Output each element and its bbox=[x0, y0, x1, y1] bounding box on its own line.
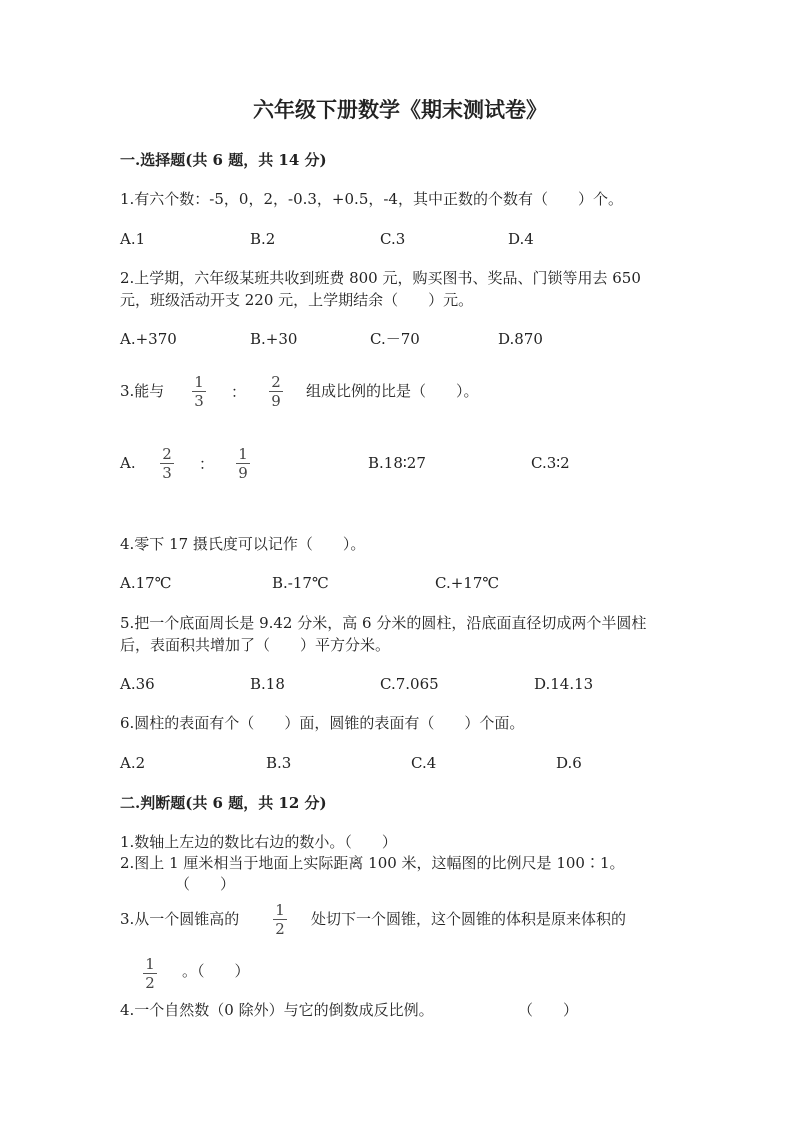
fraction-numerator: 2 bbox=[271, 373, 281, 391]
question-2-line2: 元，班级活动开支 220 元，上学期结余（ ）元。 bbox=[120, 291, 474, 309]
q2-option-d[interactable]: D.870 bbox=[498, 330, 543, 348]
question-3-prefix: 3.能与 bbox=[120, 382, 165, 400]
q5-option-d[interactable]: D.14.13 bbox=[534, 675, 594, 693]
q3-fraction-1 bbox=[189, 374, 209, 409]
q3-option-a-fraction-1 bbox=[157, 446, 177, 481]
question-3-suffix: 组成比例的比是（ ）。 bbox=[306, 382, 479, 400]
judge-q3-fraction-2 bbox=[140, 956, 160, 991]
question-5-line2: 后，表面积共增加了（ ）平方分米。 bbox=[120, 636, 391, 654]
q2-option-a[interactable]: A.+370 bbox=[120, 330, 177, 348]
section1-heading: 一.选择题(共 6 题，共 14 分) bbox=[120, 151, 327, 169]
q3-option-b[interactable]: B.18∶27 bbox=[368, 454, 426, 472]
q1-option-c[interactable]: C.3 bbox=[380, 230, 406, 248]
q4-option-b[interactable]: B.-17℃ bbox=[272, 574, 329, 592]
q3-option-a-colon: ： bbox=[199, 455, 215, 473]
question-1: 1.有六个数：-5，0，2，-0.3，+0.5，-4，其中正数的个数有（ ）个。 bbox=[120, 190, 623, 208]
q5-option-b[interactable]: B.18 bbox=[250, 675, 285, 693]
judge-question-3-end: 。（ ） bbox=[182, 962, 250, 980]
fraction-numerator: 1 bbox=[275, 901, 285, 919]
q6-option-a[interactable]: A.2 bbox=[120, 754, 146, 772]
judge-question-3-prefix: 3.从一个圆锥高的 bbox=[120, 910, 240, 928]
fraction-denominator: 3 bbox=[162, 464, 172, 482]
fraction-numerator: 2 bbox=[162, 445, 172, 463]
question-4: 4.零下 17 摄氏度可以记作（ ）。 bbox=[120, 535, 366, 553]
judge-question-2-paren: （ ） bbox=[175, 875, 236, 893]
judge-q3-fraction bbox=[270, 902, 290, 937]
q3-option-c[interactable]: C.3∶2 bbox=[531, 454, 570, 472]
q1-option-b[interactable]: B.2 bbox=[250, 230, 276, 248]
q3-option-a-fraction-2 bbox=[233, 446, 253, 481]
fraction-denominator: 2 bbox=[275, 920, 285, 938]
judge-question-4-paren: （ ） bbox=[518, 1001, 579, 1019]
fraction-denominator: 9 bbox=[238, 464, 248, 482]
judge-question-1: 1.数轴上左边的数比右边的数小。（ ） bbox=[120, 833, 397, 851]
q6-option-b[interactable]: B.3 bbox=[266, 754, 292, 772]
q1-option-a[interactable]: A.1 bbox=[120, 230, 146, 248]
judge-question-2-line1: 2.图上 1 厘米相当于地面上实际距离 100 米，这幅图的比例尺是 100∶1。 bbox=[120, 854, 625, 872]
q2-option-b[interactable]: B.+30 bbox=[250, 330, 298, 348]
q3-colon: ： bbox=[231, 383, 247, 401]
q3-fraction-2 bbox=[266, 374, 286, 409]
judge-question-3-suffix: 处切下一个圆锥，这个圆锥的体积是原来体积的 bbox=[311, 910, 627, 928]
q5-option-a[interactable]: A.36 bbox=[120, 675, 155, 693]
question-2-line1: 2.上学期，六年级某班共收到班费 800 元，购买图书、奖品、门锁等用去 650 bbox=[120, 269, 641, 287]
fraction-numerator: 1 bbox=[238, 445, 248, 463]
fraction-numerator: 1 bbox=[194, 373, 204, 391]
q1-option-d[interactable]: D.4 bbox=[508, 230, 534, 248]
q2-option-c[interactable]: C.－70 bbox=[370, 330, 420, 348]
fraction-denominator: 3 bbox=[194, 392, 204, 410]
fraction-denominator: 9 bbox=[271, 392, 281, 410]
fraction-denominator: 2 bbox=[145, 974, 155, 992]
question-5-line1: 5.把一个底面周长是 9.42 分米，高 6 分米的圆柱，沿底面直径切成两个半圆柱 bbox=[120, 614, 647, 632]
section2-heading: 二.判断题(共 6 题，共 12 分) bbox=[120, 794, 327, 812]
question-6: 6.圆柱的表面有个（ ）面，圆锥的表面有（ ）个面。 bbox=[120, 714, 525, 732]
page-title: 六年级下册数学《期末测试卷》 bbox=[253, 97, 547, 122]
q5-option-c[interactable]: C.7.065 bbox=[380, 675, 439, 693]
fraction-numerator: 1 bbox=[145, 955, 155, 973]
q4-option-a[interactable]: A.17℃ bbox=[120, 574, 172, 592]
judge-question-4: 4.一个自然数（0 除外）与它的倒数成反比例。 bbox=[120, 1001, 434, 1019]
q3-option-a-prefix[interactable]: A. bbox=[120, 454, 136, 472]
q6-option-c[interactable]: C.4 bbox=[411, 754, 437, 772]
q6-option-d[interactable]: D.6 bbox=[556, 754, 582, 772]
q4-option-c[interactable]: C.+17℃ bbox=[435, 574, 500, 592]
